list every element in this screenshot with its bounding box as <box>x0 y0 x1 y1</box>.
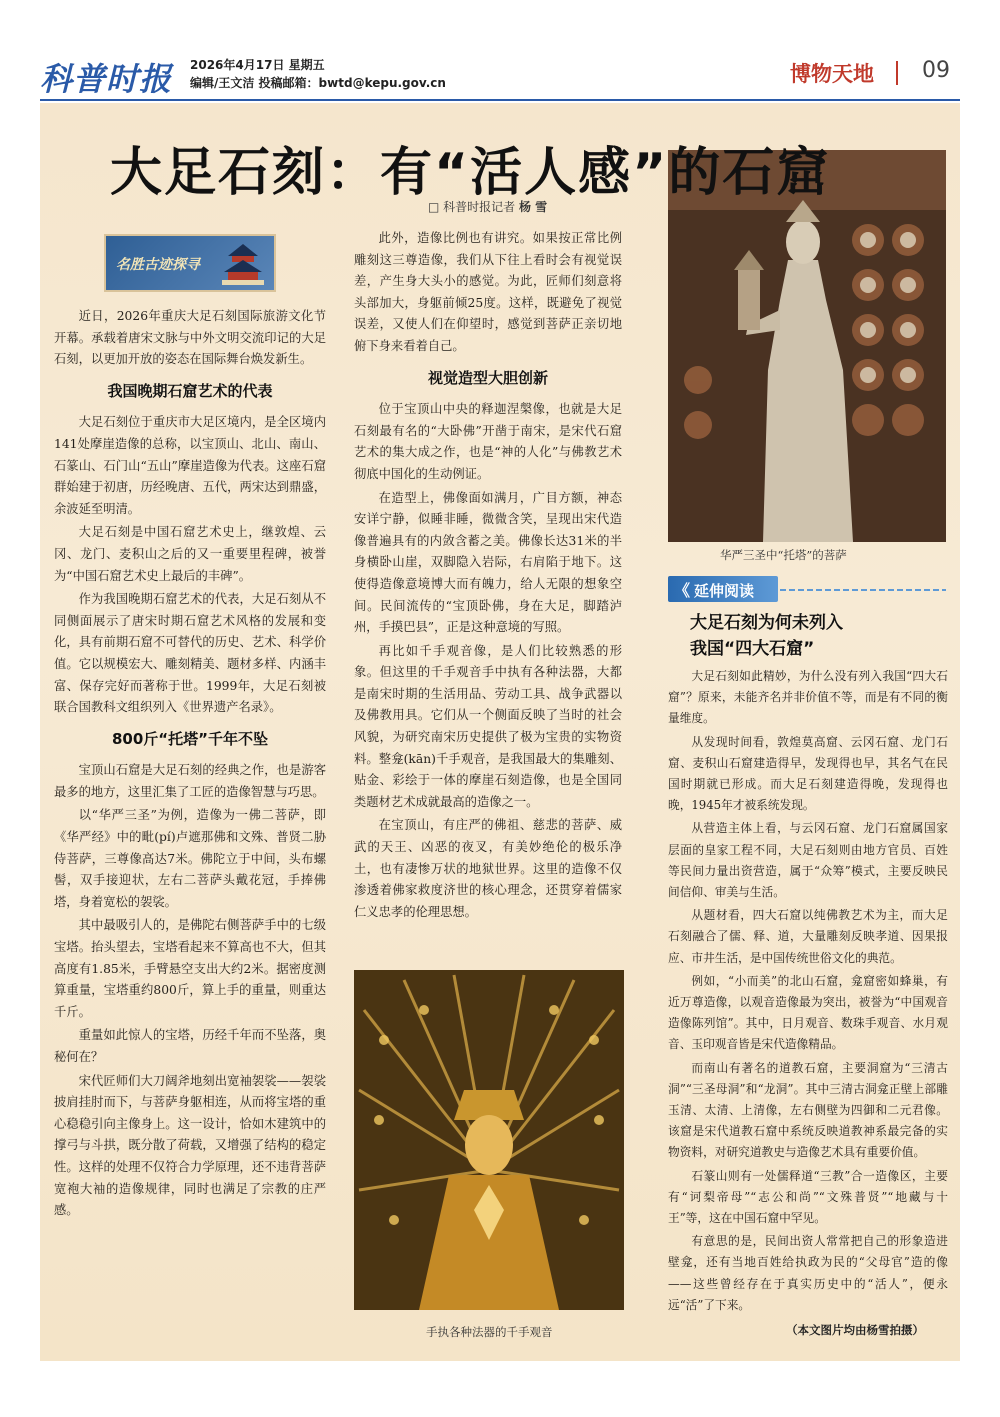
paragraph: 以“华严三圣”为例，造像为一佛二菩萨，即《华严经》中的毗(pí)卢遮那佛和文殊、普贤二胁侍菩萨，三尊像高达7米。佛陀立于中间，头布螺髻，双手接迎状，左右二菩萨头戴花冠，手捧佛塔，身着宽松的袈裟。 <box>54 808 326 909</box>
section-heading-3: 视觉造型大胆创新 <box>427 368 548 387</box>
byline-prefix: 科普时报记者 <box>443 200 516 214</box>
photo-thousand-hand-guanyin <box>354 970 624 1310</box>
paragraph: 作为我国晚期石窟艺术的代表，大足石刻从不同侧面展示了唐宋时期石窟艺术风格的发展和变化，具有前期石窟不可替代的历史、艺术、科学价值。它以规模宏大、雕刻精美、题材多样、内涵丰富、保存完好而著称于世。1999年，大足石刻被联合国教科文组织列入《世界遗产名录》。 <box>54 592 326 715</box>
paragraph: 大足石刻如此精妙，为什么没有列入我国“四大石窟”？原来，未能齐名并非价值不等，而是有不同的衡量维度。 <box>668 669 948 726</box>
byline: □ 科普时报记者 杨 雪 <box>428 200 548 214</box>
column-badge <box>104 234 276 292</box>
editor-info: 编辑/王文洁 投稿邮箱：bwtd@kepu.gov.cn <box>190 76 446 90</box>
lead-paragraph: 近日，2026年重庆大足石刻国际旅游文化节开幕。承载着唐宋文脉与中外文明交流印记的大足石刻，以更加开放的姿态在国际舞台焕发新生。 <box>54 309 326 367</box>
column-3-extended <box>668 666 948 1318</box>
column-badge-label: 名胜古迹探寻 <box>116 257 200 273</box>
column-1 <box>54 306 326 1224</box>
extended-reading-label: 延伸阅读 <box>694 582 755 600</box>
page-number: 09 <box>922 58 950 83</box>
section-heading-2: 800斤“托塔”千年不坠 <box>111 729 269 748</box>
issue-date: 2026年4月17日 星期五 <box>190 58 325 72</box>
guanyin-illustration <box>354 970 624 1310</box>
extended-title-line-1: 大足石刻为何未列入 <box>690 613 843 633</box>
section-name: 博物天地 <box>790 62 874 86</box>
paragraph: 位于宝顶山中央的释迦涅槃像，也就是大足石刻最有名的“大卧佛”开凿于南宋，是宋代石窟艺术的集大成之作，也是“神的人化”与佛教艺术彻底中国化的生动例证。 <box>354 402 622 481</box>
photo-caption-1: 华严三圣中“托塔”的菩萨 <box>720 548 847 562</box>
paragraph: 大足石刻是中国石窟艺术史上，继敦煌、云冈、龙门、麦积山之后的又一重要里程碑，被誉为“中国石窟艺术史上最后的丰碑”。 <box>54 525 326 583</box>
paragraph: 在造型上，佛像面如满月，广目方额，神态安详宁静，似睡非睡，微微含笑，呈现出宋代造像普遍具有的内敛含蓄之美。佛像长达31米的半身横卧山崖，双脚隐入岩际，右肩陷于地下。这使得造像意境博大而有魄力，给人无限的想象空间。民间流传的“宝顶卧佛，身在大足，脚踏泸州，手摸巴县”，正是这种意境的写照。 <box>354 490 622 635</box>
paragraph: 大足石刻位于重庆市大足区境内，是全区境内141处摩崖造像的总称，以宝顶山、北山、南山、石篆山、石门山“五山”摩崖造像为代表。这座石窟群始建于初唐，历经晚唐、五代，两宋达到鼎盛，余波延至明清。 <box>54 415 326 516</box>
paragraph: 有意思的是，民间出资人常常把自己的形象造进壁龛，还有当地百姓给执政为民的“父母官”造的像——这些曾经存在于真实历史中的“活人”，便永远“活”了下来。 <box>668 1234 948 1312</box>
extended-title-line-2: 我国“四大石窟” <box>690 639 815 659</box>
article-title: 大足石刻：有“活人感”的石窟 <box>110 143 831 203</box>
paragraph: 石篆山则有一处儒释道“三教”合一造像区，主要有“诃梨帝母”“志公和尚”“文殊普贤”“地藏与十王”等，这在中国石窟中罕见。 <box>668 1168 948 1226</box>
author-name: 杨 雪 <box>519 200 548 214</box>
paragraph: 从营造主体上看，与云冈石窟、龙门石窟属国家层面的皇家工程不同，大足石刻则由地方官员、百姓等民间力量出资营造，属于“众筹”模式，主要反映民间信仰、审美与生活。 <box>668 821 948 900</box>
photo-credit: （本文图片均由杨雪拍摄） <box>786 1323 924 1337</box>
masthead <box>40 48 960 100</box>
bodhisattva-illustration <box>668 150 946 542</box>
paragraph: 从题材看，四大石窟以纯佛教艺术为主，而大足石刻融合了儒、释、道，大量雕刻反映孝道、因果报应、市井生活，是中国传统世俗文化的典范。 <box>668 908 948 965</box>
photo-caption-2: 手执各种法器的千手观音 <box>426 1325 553 1339</box>
extended-title <box>690 610 940 662</box>
section-heading-1: 我国晚期石窟艺术的代表 <box>107 381 273 400</box>
paragraph: 例如，“小而美”的北山石窟，龛窟密如蜂巢，有近万尊造像，以观音造像最为突出，被誉为“中国观音造像陈列馆”。其中，日月观音、数珠手观音、水月观音、玉印观音皆是宋代造像精品。 <box>668 973 948 1052</box>
chevron-left-icon: 《 <box>674 581 691 600</box>
paragraph: 宝顶山石窟是大足石刻的经典之作，也是游客最多的地方，这里汇集了工匠的造像智慧与巧思。 <box>54 763 326 799</box>
header-rule <box>40 99 960 101</box>
paragraph: 而南山有著名的道教石窟，主要洞窟为“三清古洞”“三圣母洞”和“龙洞”。其中三清古洞龛正壁上部雕玉清、太清、上清像，左右侧壁为四御和二元君像。该窟是宋代道教石窟中系统反映道教神系最完备的实物资料，对研究道教史与造像艺术具有重要价值。 <box>668 1060 948 1160</box>
paragraph: 在宝顶山，有庄严的佛祖、慈悲的菩萨、威武的天王、凶恶的夜叉，有美妙绝伦的极乐净土，也有凄惨万状的地狱世界。这里的造像不仅渗透着佛家救度济世的核心理念，还贯穿着儒家仁义忠孝的伦理思想。 <box>354 818 622 919</box>
paragraph: 宋代匠师们大刀阔斧地刻出宽袖袈裟——袈裟披肩挂肘而下，与菩萨身躯相连，从而将宝塔的重心稳稳引向主像身上。这一设计，恰如木建筑中的撑弓与斗拱，既分散了荷载，又增强了结构的稳定性。这样的处理不仅符合力学原理，还不违背菩萨宽袍大袖的造像规律，同时也满足了宗教的庄严感。 <box>54 1073 326 1218</box>
column-2 <box>354 228 622 925</box>
header-divider <box>896 61 898 85</box>
photo-bodhisattva-holding-pagoda <box>668 150 946 542</box>
dotted-divider <box>780 589 946 591</box>
extended-reading-tag <box>668 576 778 602</box>
temple-icon <box>218 240 268 290</box>
paragraph: 再比如千手观音像，是人们比较熟悉的形象。但这里的千手观音手中执有各种法器，大都是南宋时期的生活用品、劳动工具、战争武器以及佛教用具。它们从一个侧面反映了当时的社会风貌，为研究南宋历史提供了极为宝贵的实物资料。整龛(kān)千手观音，是我国最大的集雕刻、贴金、彩绘于一体的摩崖石刻造像，也是全国同类题材艺术成就最高的造像之一。 <box>354 643 622 809</box>
newspaper-logo: 科普时报 <box>40 60 173 98</box>
paragraph: 从发现时间看，敦煌莫高窟、云冈石窟、龙门石窟、麦积山石窟建造得早，发现得也早，其名气在民国时期就已形成。而大足石刻建造得晚，发现得也晚，1945年才被系统发现。 <box>668 734 948 813</box>
paragraph: 其中最吸引人的，是佛陀右侧菩萨手中的七级宝塔。抬头望去，宝塔看起来不算高也不大，但其高度有1.85米，手臂悬空支出大约2米。据密度测算重量，宝塔重约800斤，算上手的重量，则重达千斤。 <box>54 918 326 1019</box>
paragraph: 此外，造像比例也有讲究。如果按正常比例雕刻这三尊造像，我们从下往上看时会有视觉误差，产生身大头小的感觉。为此，匠师们刻意将头部加大，身躯前倾25度。这样，既避免了视觉误差，又使人们在仰望时，感觉到菩萨正亲切地俯下身来看着自己。 <box>354 231 622 353</box>
paragraph: 重量如此惊人的宝塔，历经千年而不坠落，奥秘何在？ <box>54 1028 326 1064</box>
